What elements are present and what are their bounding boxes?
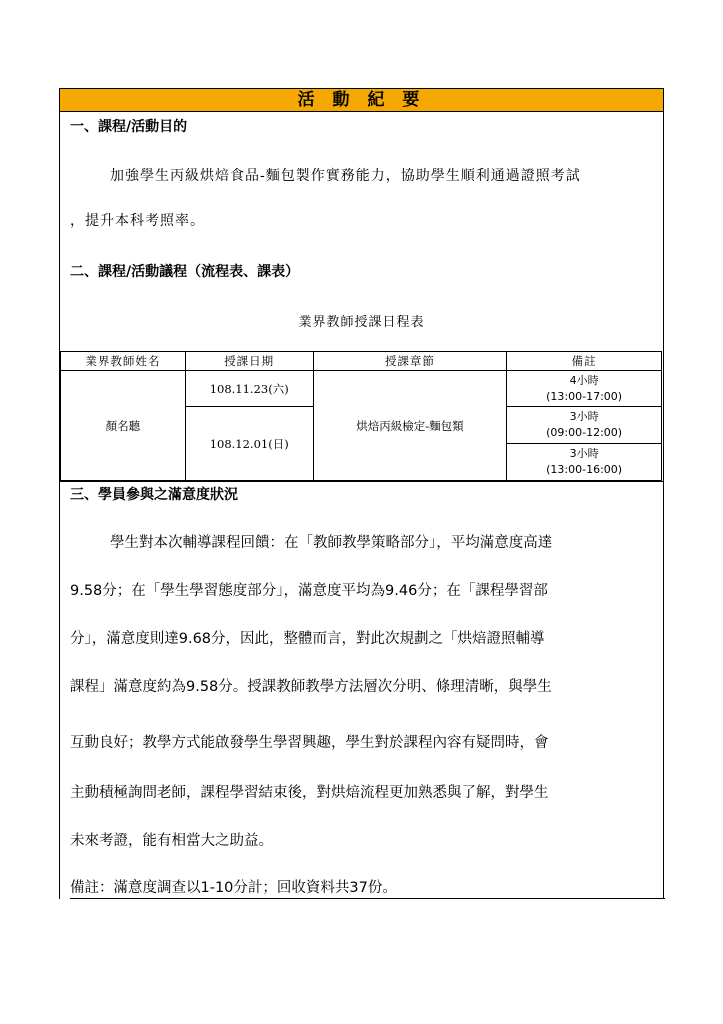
note-hours: 3小時 [569,447,599,460]
activity-record-form [59,88,664,899]
satisfaction-line-6: 主動積極詢問老師，課程學習結束後，對烘焙流程更加熟悉與了解，對學生 [70,785,549,801]
note-hours: 4小時 [569,373,599,387]
teacher-name-cell: 顏名聽 [61,371,186,481]
col-header-teacher: 業界教師姓名 [61,352,186,371]
col-header-note: 備註 [507,352,662,371]
satisfaction-line-4: 課程」滿意度約為9.58分。授課教師教學方法層次分明、條理清晰，與學生 [70,679,552,695]
note-cell [507,444,662,481]
purpose-line-2: ，提升本科考照率。 [70,213,205,229]
section-divider [60,481,663,482]
section2-heading: 二、課程/活動議程（流程表、課表） [70,264,300,280]
satisfaction-line-3: 分」，滿意度則達9.68分，因此，整體而言，對此次規劃之「烘焙證照輔導 [70,631,545,647]
survey-note: 備註：滿意度調查以1-10分計；回收資料共37份。 [70,880,397,896]
note-time: (13:00-17:00) [546,389,623,403]
schedule-title: 業界教師授課日程表 [298,315,425,330]
note-time: (09:00-12:00) [546,426,623,439]
date-cell: 108.11.23(六) [185,371,313,407]
date-cell: 108.12.01(日) [185,407,313,481]
col-header-date: 授課日期 [185,352,313,371]
col-header-chapter: 授課章節 [313,352,507,371]
satisfaction-line-5: 互動良好；教學方式能啟發學生學習興趣，學生對於課程內容有疑問時，會 [70,735,549,751]
schedule-table [60,351,662,481]
bottom-rule [70,898,665,899]
note-time: (13:00-16:00) [546,463,623,476]
table-row [61,371,662,407]
satisfaction-line-7: 未來考證，能有相當大之助益。 [70,833,273,849]
note-cell [507,407,662,444]
form-title: 活 動 紀 要 [60,89,663,112]
satisfaction-line-2: 9.58分；在「學生學習態度部分」，滿意度平均為9.46分；在「課程學習部 [70,583,548,599]
section1-heading: 一、課程/活動目的 [70,119,188,135]
chapter-cell: 烘焙丙級檢定-麵包類 [313,371,507,481]
satisfaction-line-1: 學生對本次輔導課程回饋：在「教師教學策略部分」，平均滿意度高達 [110,535,553,551]
purpose-line-1: 加強學生丙級烘焙食品-麵包製作實務能力，協助學生順利通過證照考試 [110,168,581,184]
section3-heading: 三、學員參與之滿意度狀況 [70,487,238,503]
note-cell [507,371,662,407]
note-hours: 3小時 [569,410,599,423]
table-header-row [61,352,662,371]
